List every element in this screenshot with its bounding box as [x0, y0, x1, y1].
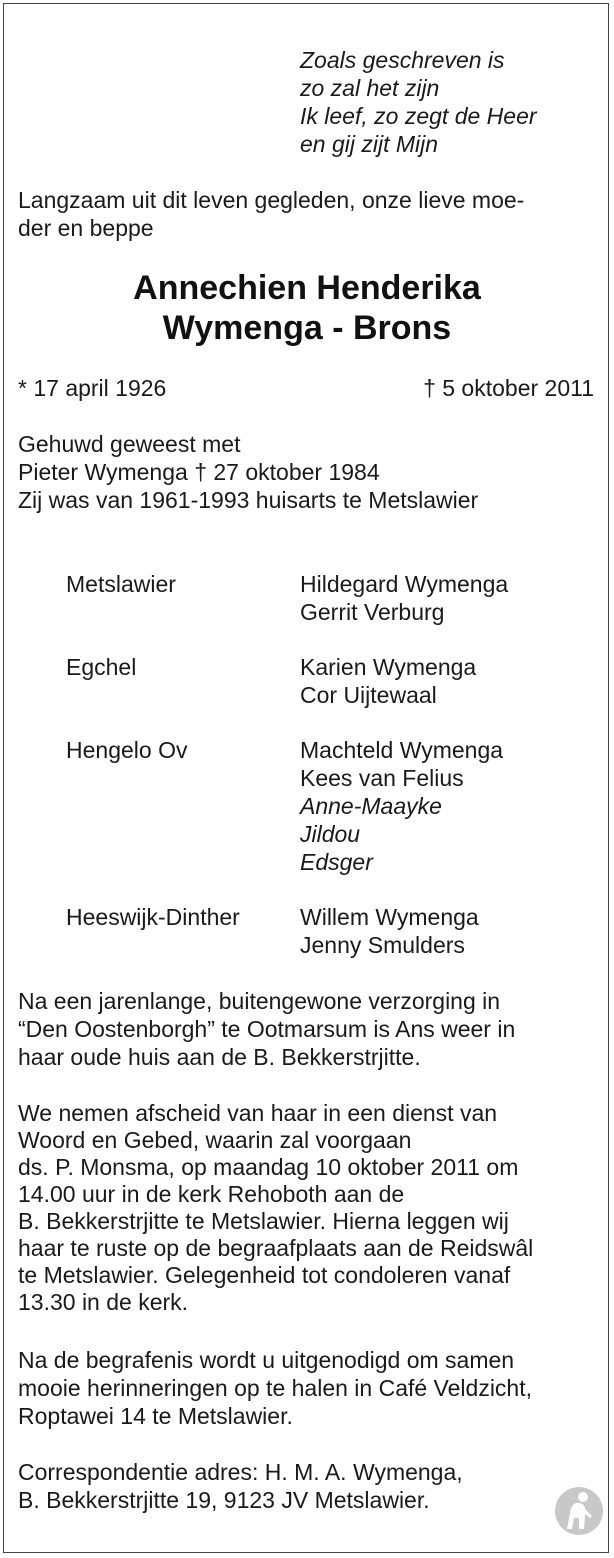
family-name: Machteld Wymenga: [300, 737, 504, 763]
body-line: haar te ruste op de begraafplaats aan de Reidswâl: [18, 1235, 534, 1261]
grandchild-name: Edsger: [300, 849, 373, 875]
marriage-line: Zij was van 1961-1993 huisarts te Metslawier: [18, 487, 479, 513]
family-place: Hengelo Ov: [66, 737, 188, 763]
body-line: 14.00 uur in de kerk Rehoboth aan de: [18, 1181, 405, 1207]
poem-line: Ik leef, zo zegt de Heer: [300, 103, 537, 129]
mourning-figure-icon: [554, 1486, 604, 1536]
body-line: “Den Oostenborgh” te Ootmarsum is Ans weer in: [18, 1016, 516, 1042]
body-line: Woord en Gebed, waarin zal voorgaan: [18, 1127, 412, 1153]
family-place: Metslawier: [66, 571, 176, 597]
poem-line: zo zal het zijn: [300, 75, 440, 101]
grandchild-name: Jildou: [300, 821, 361, 847]
family-name: Kees van Felius: [300, 765, 464, 791]
poem-line: en gij zijt Mijn: [300, 131, 439, 157]
deceased-first-names: Annechien Henderika: [133, 269, 481, 307]
poem-line: Zoals geschreven is: [300, 47, 505, 73]
body-line: 13.30 in de kerk.: [18, 1289, 189, 1315]
family-place: Egchel: [66, 654, 137, 680]
family-name: Cor Uijtewaal: [300, 682, 437, 708]
intro-line: Langzaam uit dit leven gegleden, onze lieve moe-: [18, 187, 525, 213]
correspondence-line: B. Bekkerstrjitte 19, 9123 JV Metslawier.: [18, 1487, 430, 1513]
family-name: Jenny Smulders: [300, 932, 465, 958]
marriage-line: Pieter Wymenga † 27 oktober 1984: [18, 459, 380, 485]
birth-date: * 17 april 1926: [18, 375, 167, 401]
correspondence-line: Correspondentie adres: H. M. A. Wymenga,: [18, 1459, 463, 1485]
grandchild-name: Anne-Maayke: [300, 793, 442, 819]
family-name: Willem Wymenga: [300, 904, 479, 930]
family-place: Heeswijk-Dinther: [66, 904, 240, 930]
body-line: mooie herinneringen op te halen in Café Veldzicht,: [18, 1375, 533, 1401]
body-line: ds. P. Monsma, op maandag 10 oktober 2011 om: [18, 1154, 519, 1180]
body-line: Na de begrafenis wordt u uitgenodigd om samen: [18, 1347, 515, 1373]
body-line: We nemen afscheid van haar in een dienst van: [18, 1100, 498, 1126]
family-name: Karien Wymenga: [300, 654, 477, 680]
intro-line: der en beppe: [18, 215, 154, 241]
body-line: haar oude huis aan de B. Bekkerstrjitte.: [18, 1044, 421, 1070]
body-line: te Metslawier. Gelegenheid tot condoleren vanaf: [18, 1262, 511, 1288]
body-line: Roptawei 14 te Metslawier.: [18, 1403, 293, 1429]
death-date: † 5 oktober 2011: [423, 375, 594, 401]
marriage-line: Gehuwd geweest met: [18, 431, 241, 457]
body-line: B. Bekkerstrjitte te Metslawier. Hierna leggen wij: [18, 1208, 509, 1234]
family-name: Gerrit Verburg: [300, 599, 445, 625]
body-line: Na een jarenlange, buitengewone verzorging in: [18, 988, 501, 1014]
family-name: Hildegard Wymenga: [300, 571, 509, 597]
deceased-surname: Wymenga - Brons: [162, 309, 452, 347]
